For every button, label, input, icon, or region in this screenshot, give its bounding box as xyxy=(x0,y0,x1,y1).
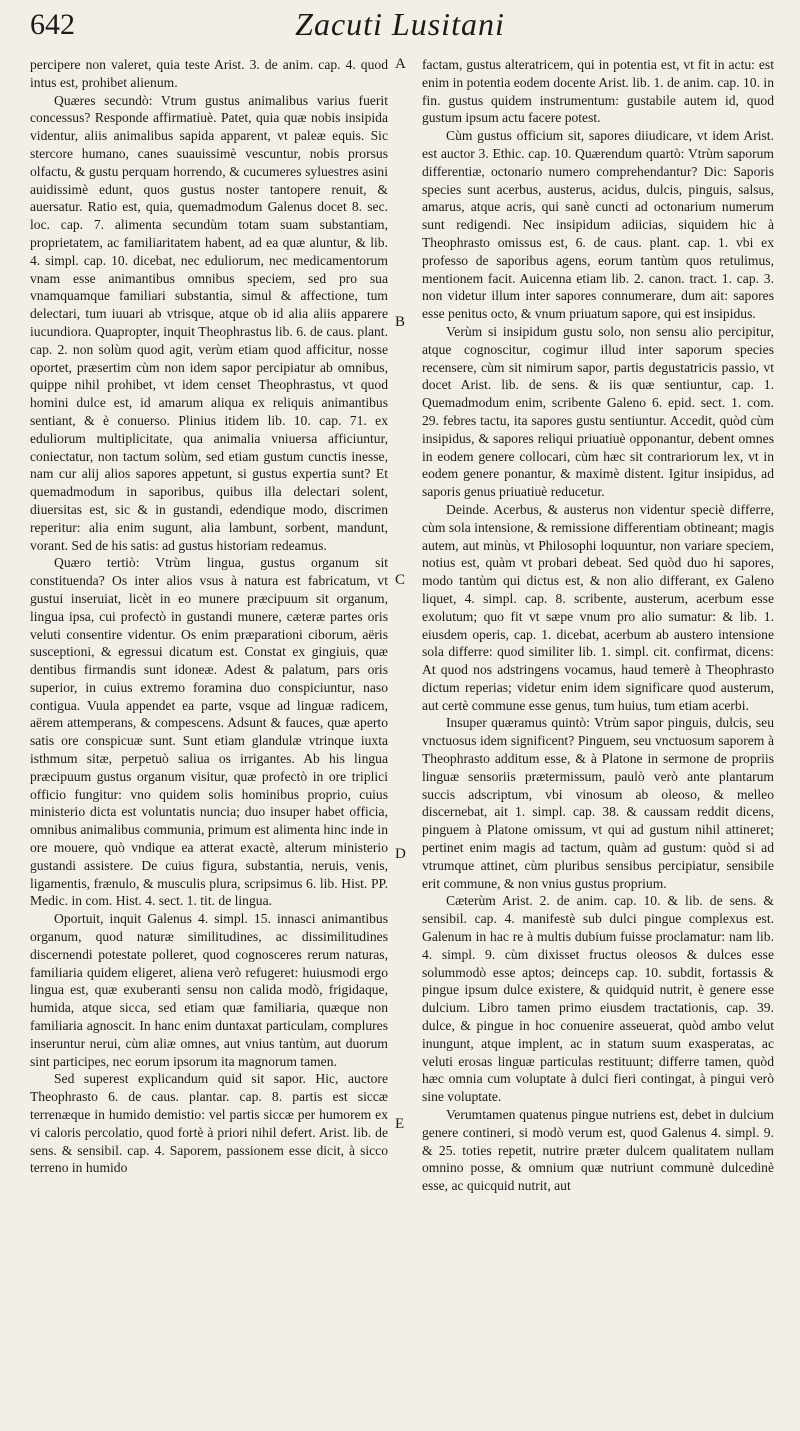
margin-letter-b: B xyxy=(395,314,406,330)
page-header xyxy=(30,6,770,52)
paragraph: Sed superest explicandum quid sit sapor. Hic, auctore Theophrasto 6. de caus. plantar. cap. 8. partis est siccæ terrenæque in humido demistio: vel partis siccæ per humorem ex vi caloris percolatio, quod fortè à priori nihil defert. Arist. lib. de sens. & sensibil. cap. 4. Saporem, passionem esse dicit, à sicco terreno in humido xyxy=(30,1071,388,1176)
paragraph: Cùm gustus officium sit, sapores diiudicare, vt idem Arist. est auctor 3. Ethic. cap. 10. Quærendum quartò: Vtrùm saporum differentiæ, octonario numero comprehendantur? Dic: Saporis species sunt acerbus, austerus, acidus, dulcis, pinguis, salsus, amarus, atque acris, qui sanè cuncti ad octonarium numerum sunt redigendi. Nec insipidum adiicias, siquidem hic à Theophrasto omissus est, 6. de caus. plant. cap. 1. vbi ex professo de saporibus agens, eorum tantùm quos retulimus, mentionem facit. Auicenna etiam lib. 2. canon. tract. 1. cap. 3. non videtur illum inter sapores connumerare, dum ait: sapores esse penitus octo, & vnum priuatum sapore, qui est insipidus. xyxy=(422,128,774,322)
left-column xyxy=(30,56,388,1426)
paragraph: Quæro tertiò: Vtrùm lingua, gustus organum sit constituenda? Os inter alios vsus à natura est fabricatum, vt gustui inseruiat, licèt in eo munere præcipuum sit organum, lingua ipsa, cui profectò in gustandi munere, cæteræ partes oris veluti consentire videntur. Os enim præparationi ciborum, aëris susceptioni, & egressui dicatum est. Constat ex gingiuis, quæ dentibus firmandis sunt idoneæ. Adest & palatum, pars oris superior, in cuius extremo foramina duo conspiciuntur, naso contigua. Vuula appendet ea parte, vsque ad linguæ radicem, aërem attemperans, & compescens. Adsunt & fauces, quæ aperto satis ore conspicuæ sunt. Sunt etiam glandulæ vtrinque iuxta isthmum sitæ, perpetuò saliua os irrigantes. Ab his lingua præcipuum gustus organum visitur, quæ profectò in ore triplici officio fungitur: vno quidem solis hominibus proprio, cuius ministerio dicta est voluntatis nuncia; duo insuper habet officia, omnibus animalibus communia, primum est alimenta hinc inde in ore mouere, quò vndique ea atterat exactè, alterum ministerio gustandi assistere. De cuius figura, substantia, neruis, venis, ligamentis, frænulo, & musculis plura, scripsimus 6. lib. Hist. PP. Medic. in com. Hist. 4. sect. 1. tit. de lingua. xyxy=(30,555,388,909)
margin-letter-c: C xyxy=(395,572,406,588)
paragraph: Quæres secundò: Vtrum gustus animalibus varius fuerit concessus? Responde affirmatiuè. Patet, quia quæ nobis insipida videntur, aliis animalibus sapida apparent, vt paleæ equis. Sic stercore humano, canes suauissimè vescuntur, nobis prorsus olfactu, & gustu perquam horrendo, & cucumeres syluestres asini auidissimè edunt, quos gustus noster tantopere renuit, & auersatur. Ratio est, quia, quemadmodum Galenus docet 8. sec. loc. cap. 7. alimenta secundùm totam suam substantiam, proprietatem, ac familiaritatem habent, ad ea quæ aluntur, & lib. 4. simpl. cap. 10. dicebat, nec eduliorum, nec medicamentorum vnam esse animantibus omnibus speciem, sed pro sua vnamquamque familiari substantia, simul & affectione, tum delectari, tum iuuari ab vtrisque, atque ob id alia aliis apparere iucundiora. Quapropter, inquit Theophrastus lib. 6. de caus. plant. cap. 2. non solùm quod agit, verùm etiam quod afficitur, nosse oportet, præsertim cùm non idem sapor percipiatur ab omnibus, quippe nihil prohibet, vt idem censet Theophrastus, vt quod homini dulce est, id amarum aliqua ex reliquis animantibus sentiant, & è conuerso. Plinius itidem lib. 10. cap. 71. ex eduliorum multiplicitate, qua animalia vniuersa afficiuntur, coniectatur, non tactum solùm, sed etiam gustum cunctis inesse, nam cur alij alios sapores appetunt, si gustus expertia sunt? Et quemadmodum in saporibus, quibus illa delectari solent, diuersitas est, sic & in gustandi, edendique modo, discrimen reperitur: alia enim sugunt, alia lambunt, sorbent, mandunt, vorant. Sed de his satis: ad gustus historiam redeamus. xyxy=(30,92,388,553)
margin-letter-a: A xyxy=(395,56,406,72)
right-column xyxy=(422,56,774,1426)
page-number: 642 xyxy=(30,8,75,41)
paragraph: Oportuit, inquit Galenus 4. simpl. 15. innasci animantibus organum, quod naturæ similitudines, ac dissimilitudines discernendi potestate polleret, quod cognosceres rerum naturas, familiaria quidem eligeret, aliena verò refugeret: huiusmodi ergo lingua est, quæ exuberanti sensu non calida modò, frigidaque, humida, atque sicca, sed etiam quæ familiaria, quæque non familiaria agnoscit. In hanc enim duntaxat particulam, complures inseruntur nerui, cùm aliæ omnes, aut vnius tantùm, aut duorum sint participes, nec eorum ipsorum ita magnorum tamen. xyxy=(30,911,388,1069)
paragraph: Insuper quæramus quintò: Vtrùm sapor pinguis, dulcis, seu vnctuosus idem significent? Pinguem, seu vnctuosum saporem à Theophrasto additum esse, & à Platone in sermone de propriis linguæ sensoriis prætermissum, paulò verò ante plantarum succis adscriptum, vbi vinosum ab oleoso, & melleo discernebat, ait 1. simpl. cap. 38. & caussam reddit dicens, pinguem à Platone omissum, vt qui ad gustum nihil attineret; pertinet enim magis ad tactum, quàm ad gustum: quòd si ad vtrumque attinet, cùm pluribus sensibus percipiatur, sensibile erit commune, & non vnius gustus proprium. xyxy=(422,715,774,891)
paragraph: Verumtamen quatenus pingue nutriens est, debet in dulcium genere contineri, si modò verum est, quod Galenus 4. simpl. 9. & 25. toties repetit, nutrire præter dulcem qualitatem nullam omnino posse, & omnium quæ nutriunt communè dulcedinè esse, ac quicquid nutrit, aut xyxy=(422,1107,774,1194)
margin-letter-e: E xyxy=(395,1116,405,1132)
paragraph: Verùm si insipidum gustu solo, non sensu alio percipitur, atque cognoscitur, cogimur illud inter saporum species recensere, cùm sit nimirum sapor, partis degustatricis passio, vt docet Arist. lib. de sens. & iis quæ sentiuntur, cap. 1. Quemadmodum enim, scribente Galeno 6. epid. sect. 1. com. 29. febres tactu, ita sapores gustu sentiuntur. Accedit, quòd cùm insipidus, & sapores reliqui priuatiuè opponantur, debent omnes in eodem genere collocari, cùm hæc sit contrariorum lex, vt in eodem genere ponantur, & maximè distent. Igitur insipidus, ad saporis genus priuatiuè reducetur. xyxy=(422,323,774,500)
margin-letter-d: D xyxy=(395,846,406,862)
paragraph: factam, gustus alteratricem, qui in potentia est, vt fit in actu: est enim in potentia eodem docente Arist. lib. 1. de anim. cap. 10. in fin. gustus quidem instrumentum: gustabile autem id, quod gustum ipsum actu facere potest. xyxy=(422,57,774,126)
running-title: Zacuti Lusitani xyxy=(295,6,505,42)
paragraph: Deinde. Acerbus, & austerus non videntur speciè differre, cùm sola intensione, & remissione differentiam obtineant; magis autem, aut minùs, vt Philosophi loquuntur, non variare speciem, notius est, quàm vt probari debeat. Sed quòd duo hi sapores, modo tantùm qui dictus est, & non alio differant, ex Galeno liquet, 4. simpl. cap. 8. scribente, austerum, acerbum esse exolutum; quo fit vt sæpe vnum pro alio sumatur: & lib. 1. eiusdem operis, cap. 1. dicebat, acerbum ab austero intensione sola differre: quod similiter lib. 1. simpl. cit. confirmat, dicens: At quod nos adstringens vocamus, haud temerè à Theophrasto dictum reperias; videtur enim idem significare quod austerum, aut certè commune esse genus, tum huius, tum etiam acerbi. xyxy=(422,501,774,713)
paragraph: percipere non valeret, quia teste Arist. 3. de anim. cap. 4. quod intus est, prohibet alienum. xyxy=(30,57,388,90)
paragraph: Cæterùm Arist. 2. de anim. cap. 10. & lib. de sens. & sensibil. cap. 4. manifestè sub dulci pingue complexus est. Galenum in hac re à multis dubium fuisse proclamatur: nam lib. 4. simpl. 9. cùm dixisset fructus oleosos & dulces esse solummodò esse aptos; deinceps cap. 10. subdit, fortassis & pingue ipsum dulce existere, & quidquid nutrit, è genere esse dulcium. Libro tamen primo eiusdem tractationis, cap. 39. dulce, & pingue in hoc conuenire asseuerat, quòd ambo velut inungunt, atque implent, ac in statum suum exasperatas, ac veluti erosas linguæ particulas restituunt; differre tamen, quòd hæc omnia cum voluptate à dulci fieri contingat, à pingui verò sine voluptate. xyxy=(422,893,774,1105)
